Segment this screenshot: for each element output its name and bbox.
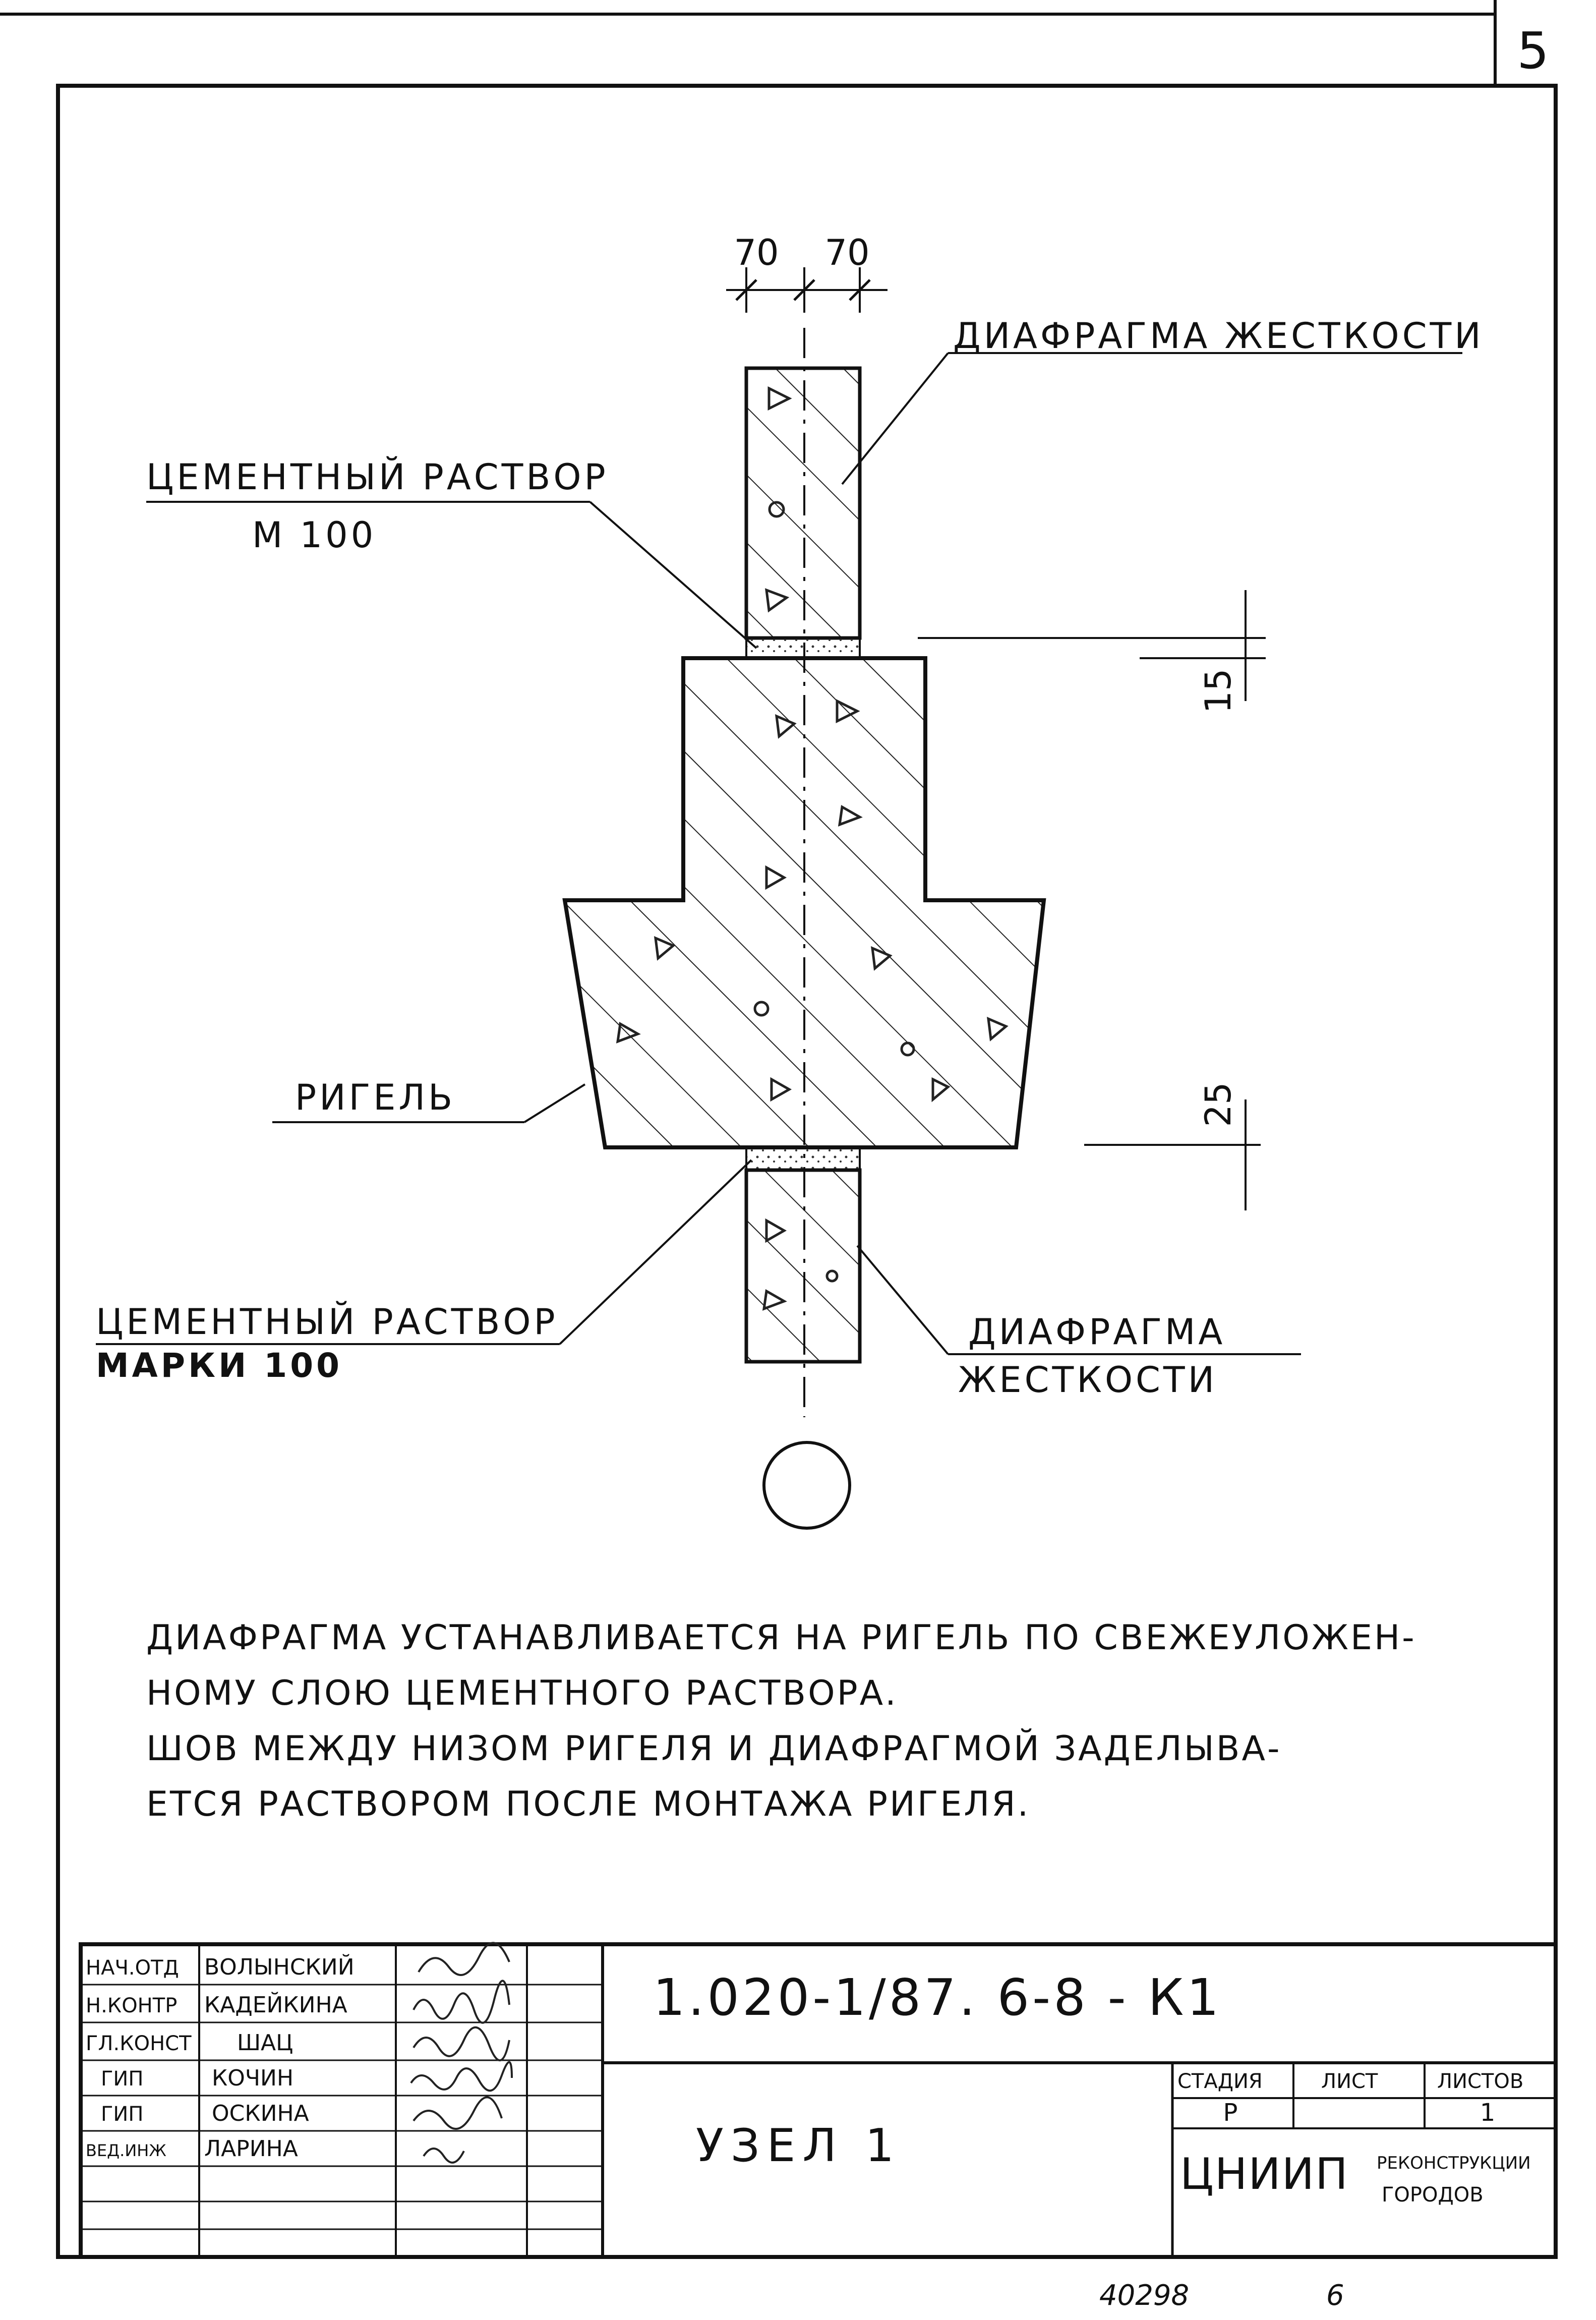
sheet-header: ЛИСТ — [1321, 2070, 1378, 2093]
label-mortar-top-2: М 100 — [252, 514, 377, 556]
lower-diaphragm-wall — [746, 1170, 860, 1362]
mortar-seam-bottom — [746, 1147, 860, 1170]
org-name-line-2: ГОРОДОВ — [1382, 2183, 1484, 2207]
sheets-value: 1 — [1480, 2099, 1496, 2127]
mortar-seam-top — [746, 638, 860, 658]
signature-role: ГЛ.КОНСТ — [86, 2032, 192, 2055]
org-name-line-1: РЕКОНСТРУКЦИИ — [1377, 2153, 1531, 2173]
label-diaphragm-bottom-2: ЖЕСТКОСТИ — [958, 1359, 1218, 1401]
label-mortar-bottom-1: ЦЕМЕНТНЫЙ РАСТВОР — [96, 1301, 558, 1343]
axis-marker — [764, 1442, 850, 1528]
note-line-1: ДИАФРАГМА УСТАНАВЛИВАЕТСЯ НА РИГЕЛЬ ПО СВЕЖЕУЛОЖЕН- — [146, 1618, 1416, 1658]
stage-header: СТАДИЯ — [1177, 2070, 1263, 2093]
sheet-index: 6 — [1326, 2279, 1344, 2312]
stage-value: Р — [1223, 2099, 1238, 2127]
label-mortar-top-1: ЦЕМЕНТНЫЙ РАСТВОР — [146, 456, 609, 498]
signature-name: ВОЛЫНСКИЙ — [204, 1954, 354, 1980]
org-logo: ЦНИИП — [1180, 2149, 1349, 2199]
dimension-wall-left: 70 — [734, 232, 779, 273]
note-line-2: НОМУ СЛОЮ ЦЕМЕНТНОГО РАСТВОРА. — [146, 1673, 898, 1713]
dimension-gap-top: 15 — [1198, 668, 1239, 714]
signature-name: КОЧИН — [212, 2065, 294, 2091]
sheets-header: ЛИСТОВ — [1437, 2070, 1524, 2093]
label-diaphragm-bottom-1: ДИАФРАГМА — [968, 1311, 1226, 1353]
page-number: 5 — [1517, 21, 1549, 80]
note-line-3: ШОВ МЕЖДУ НИЗОМ РИГЕЛЯ И ДИАФРАГМОЙ ЗАДЕЛЫВА- — [146, 1729, 1282, 1769]
signature-role: ГИП — [101, 2103, 144, 2126]
signature-role: ГИП — [101, 2067, 144, 2091]
signature-name: ОСКИНА — [212, 2101, 309, 2126]
note-line-4: ЕТСЯ РАСТВОРОМ ПОСЛЕ МОНТАЖА РИГЕЛЯ. — [146, 1784, 1031, 1824]
document-code: 1.020-1/87. 6-8 - К1 — [653, 1968, 1222, 2027]
label-crossbar: РИГЕЛЬ — [295, 1077, 456, 1118]
dimension-gap-bottom: 25 — [1198, 1082, 1239, 1127]
label-diaphragm-top: ДИАФРАГМА ЖЕСТКОСТИ — [953, 315, 1484, 357]
node-title: УЗЕЛ 1 — [696, 2119, 901, 2172]
signature-role: НАЧ.ОТД — [86, 1956, 179, 1980]
handwritten-signatures — [411, 1943, 512, 2163]
archive-number: 40298 — [1099, 2279, 1190, 2312]
signature-name: КАДЕЙКИНА — [204, 1992, 347, 2018]
signature-name: ЛАРИНА — [204, 2136, 298, 2162]
dimension-wall-right: 70 — [824, 232, 870, 273]
signature-role: ВЕД.ИНЖ — [86, 2141, 166, 2160]
signature-name: ШАЦ — [237, 2030, 293, 2056]
label-mortar-bottom-2: МАРКИ 100 — [96, 1346, 343, 1385]
upper-diaphragm-wall — [746, 368, 860, 638]
signature-role: Н.КОНТР — [86, 1994, 178, 2017]
